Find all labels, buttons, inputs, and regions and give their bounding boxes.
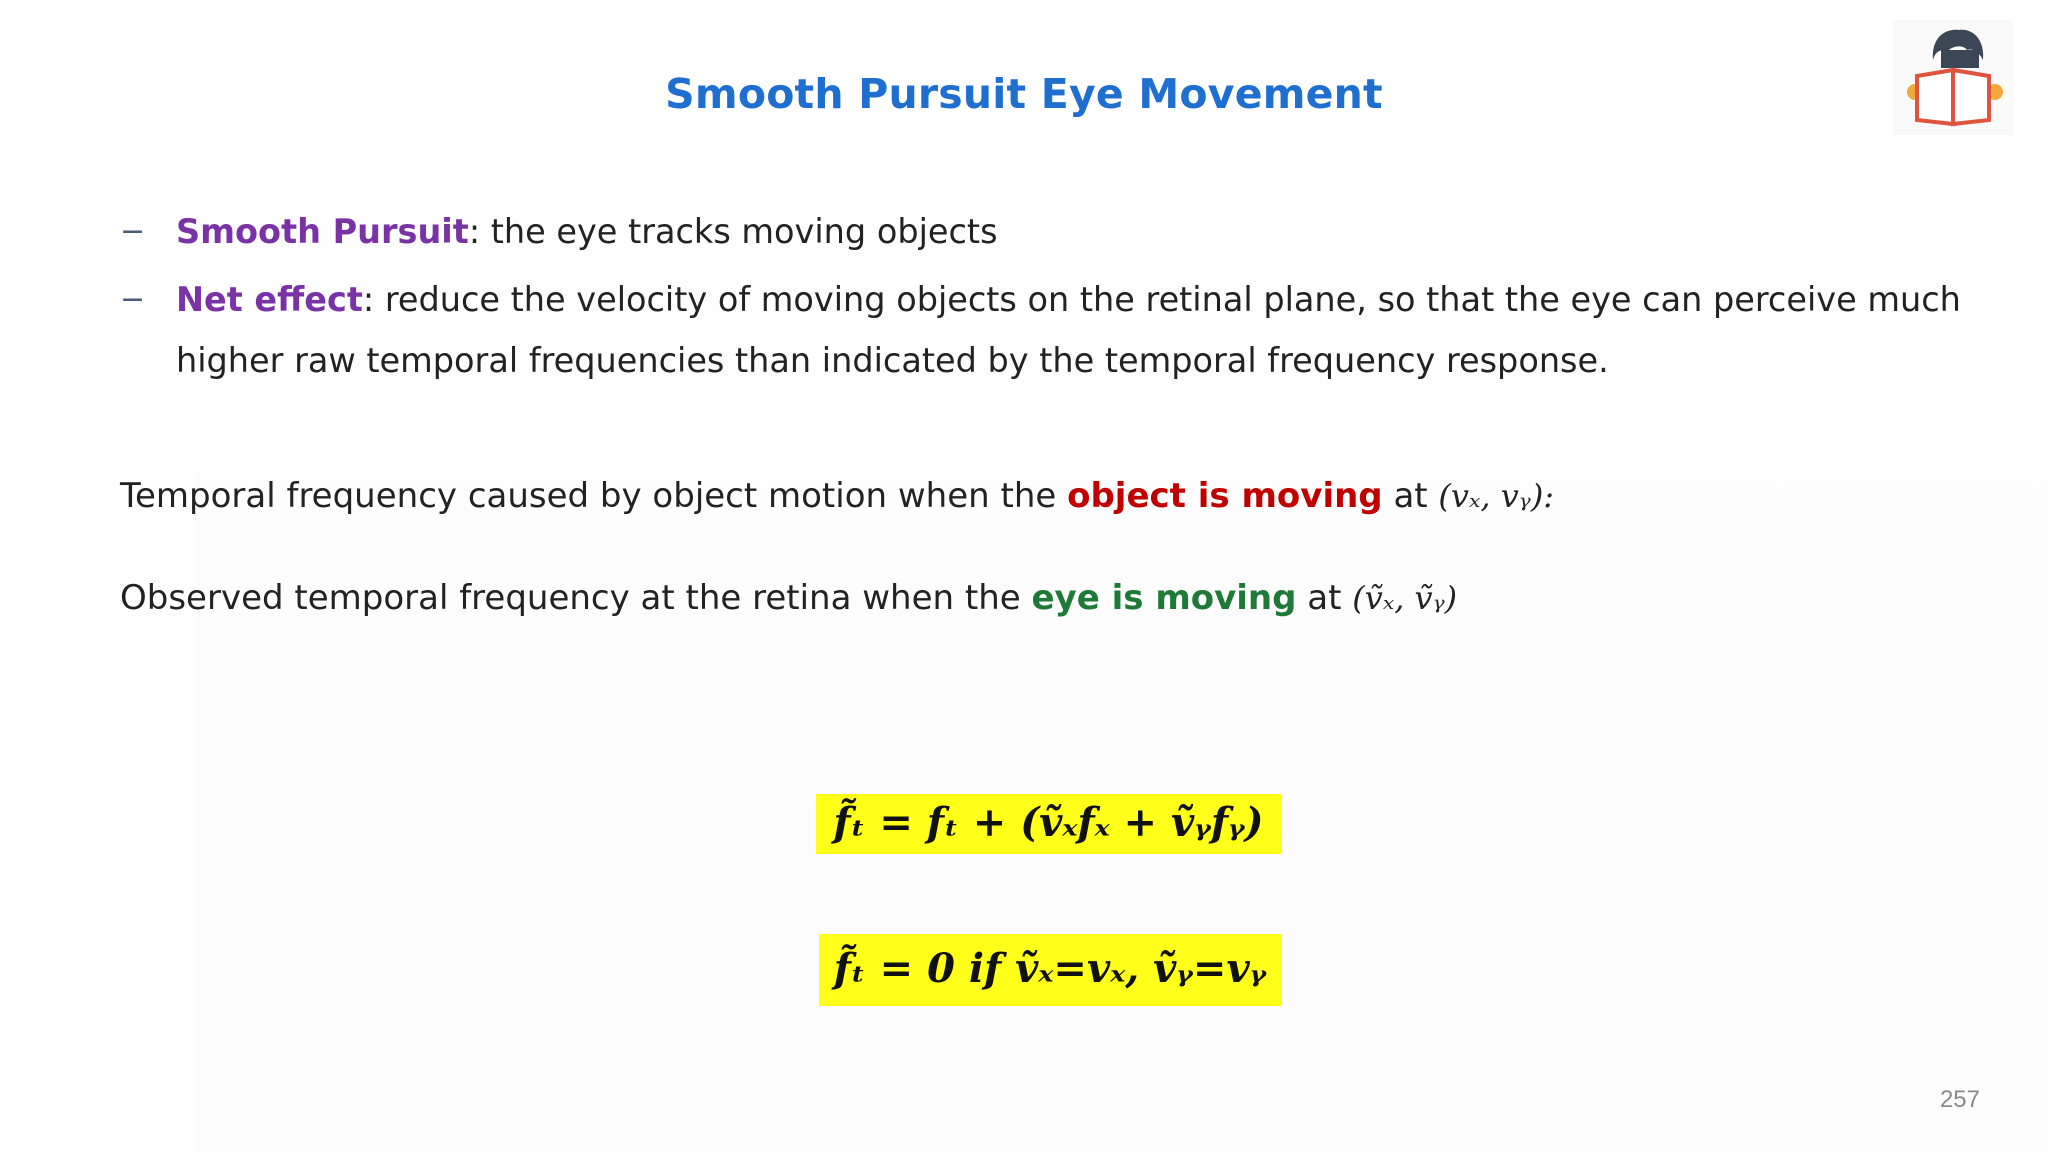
equation-text: f̃ₜ = fₜ + (ṽₓfₓ + ṽᵧfᵧ) <box>833 799 1264 846</box>
eye-moving-highlight: eye is moving <box>1031 578 1297 618</box>
object-moving-highlight: object is moving <box>1067 476 1383 516</box>
equation-zero-condition <box>819 934 1281 1006</box>
bullet-item-net-effect <box>176 280 1961 319</box>
bullet-marker: − <box>120 282 146 317</box>
paragraph-eye-motion <box>120 578 1457 618</box>
object-velocity-math: (vₓ, vᵧ): <box>1438 477 1555 515</box>
bullet-continuation: higher raw temporal frequencies than indicated by the temporal frequency response. <box>176 341 1609 380</box>
paragraph-lead: Observed temporal frequency at the retina when the <box>120 578 1032 618</box>
reading-person-logo-icon <box>1893 20 2013 135</box>
eye-velocity-math: (ṽₓ, ṽᵧ) <box>1352 579 1458 617</box>
paragraph-object-motion <box>120 476 1554 516</box>
bullet-term: Smooth Pursuit <box>176 212 469 251</box>
bullet-text: : reduce the velocity of moving objects on the retinal plane, so that the eye can perceive much <box>362 280 1961 319</box>
equation-observed-frequency <box>816 794 1281 854</box>
page-number: 257 <box>1939 1086 1980 1113</box>
bullet-term: Net effect <box>176 280 363 319</box>
bullet-marker: − <box>120 214 146 249</box>
equation-text: f̃ₜ = 0 if ṽₓ=vₓ, ṽᵧ=vᵧ <box>833 945 1267 992</box>
paragraph-lead: Temporal frequency caused by object motion when the <box>120 476 1068 516</box>
bullet-text: : the eye tracks moving objects <box>468 212 998 251</box>
paragraph-tail: at <box>1296 578 1353 618</box>
bullet-item-smooth-pursuit <box>176 212 998 251</box>
slide-title: Smooth Pursuit Eye Movement <box>665 70 1383 118</box>
paragraph-tail: at <box>1382 476 1439 516</box>
